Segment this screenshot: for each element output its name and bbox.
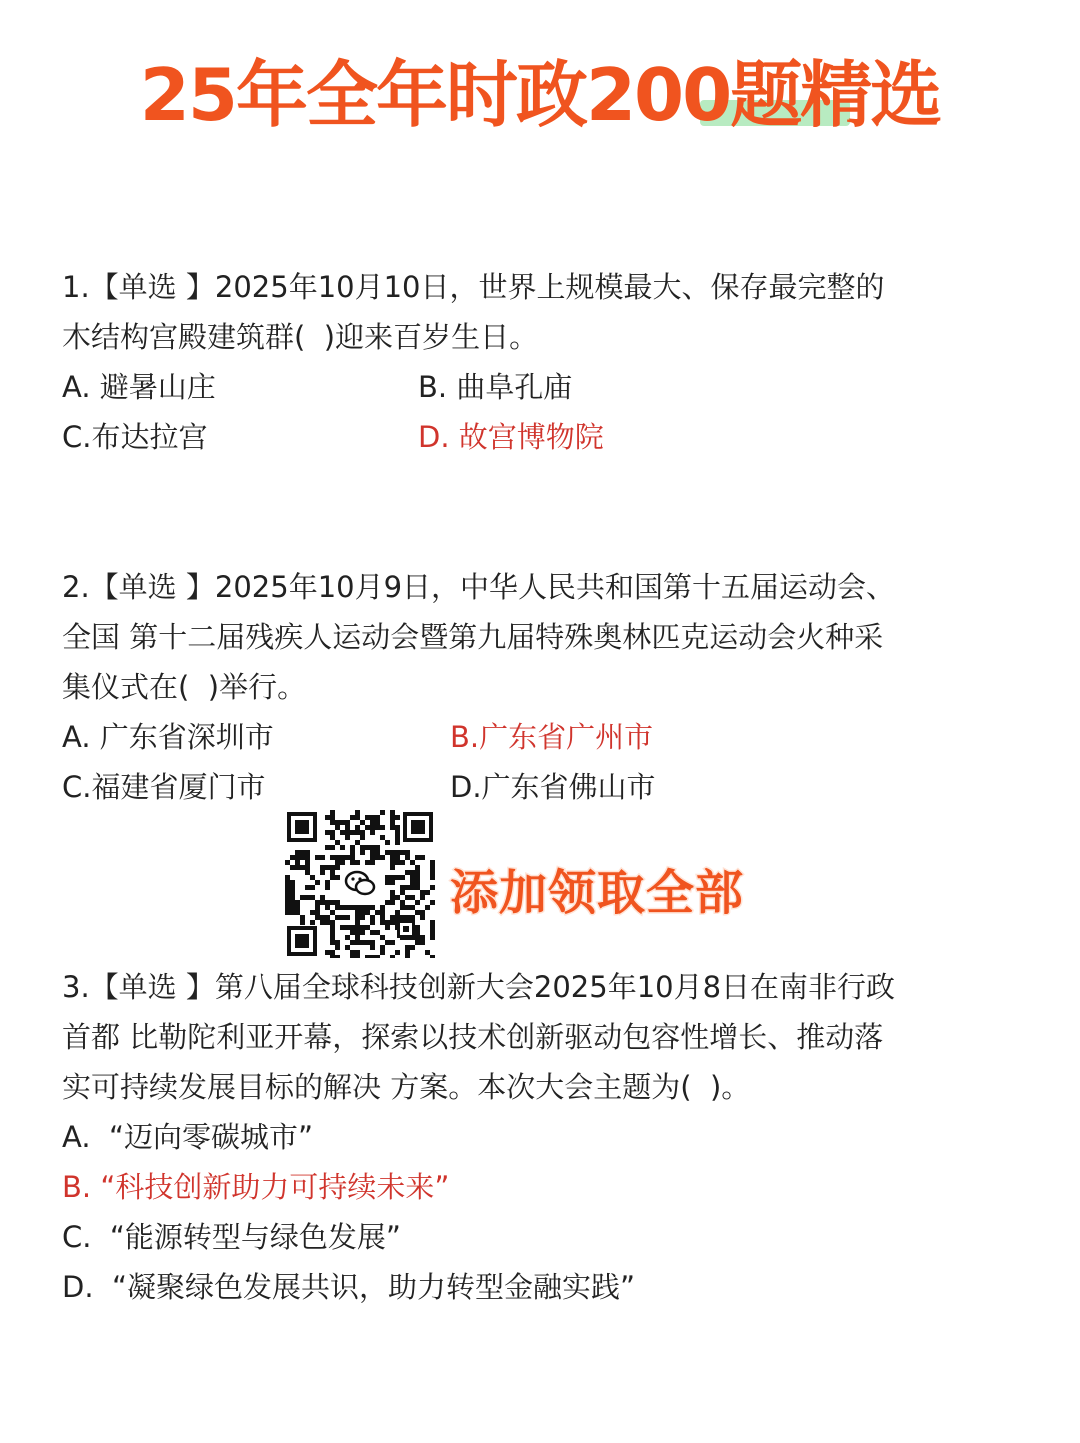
page-title-text: 25年全年时政200题精选 — [139, 53, 941, 137]
page-title — [140, 50, 941, 140]
question-1-options-row-1 — [62, 362, 1022, 412]
question-1 — [62, 262, 1022, 462]
question-1-options-row-2 — [62, 412, 1022, 462]
wechat-icon — [343, 866, 377, 900]
question-2-option-a: A. 广东省深圳市 — [62, 720, 274, 754]
promo-banner — [285, 810, 785, 958]
question-1-option-a: A. 避暑山庄 — [62, 370, 216, 404]
question-2-text: 2.【单选 】2025年10月9日，中华人民共和国第十五届运动会、 全国 第十二届残疾人运动会暨第九届特殊奥林匹克运动会火种采 集仪式在( )举行。 — [62, 570, 896, 704]
question-3-option-a: A. “迈向零碳城市” — [62, 1120, 314, 1154]
question-3-option-c: C. “能源转型与绿色发展” — [62, 1220, 401, 1254]
question-1-text: 1.【单选 】2025年10月10日，世界上规模最大、保存最完整的 木结构宫殿建筑群( )迎来百岁生日。 — [62, 270, 885, 354]
question-2-option-c: C.福建省厦门市 — [62, 770, 266, 804]
question-2 — [62, 562, 1022, 812]
question-3-option-d: D. “凝聚绿色发展共识，助力转型金融实践” — [62, 1270, 636, 1304]
title-container — [0, 50, 1080, 140]
question-1-option-b: B. 曲阜孔庙 — [418, 370, 573, 404]
question-3-text: 3.【单选 】第八届全球科技创新大会2025年10月8日在南非行政 首都 比勒陀利亚开幕，探索以技术创新驱动包容性增长、推动落 实可持续发展目标的解决 方案。本次大会主题为( )。 — [62, 970, 896, 1104]
question-1-option-d-correct: D. 故宫博物院 — [418, 420, 604, 454]
question-2-options-row-1 — [62, 712, 1022, 762]
question-2-option-d: D.广东省佛山市 — [450, 770, 656, 804]
promo-text[interactable]: 添加领取全部 — [450, 865, 745, 921]
question-3 — [62, 962, 1022, 1312]
question-3-option-b-correct: B. “科技创新助力可持续未来” — [62, 1170, 450, 1204]
question-2-option-b-correct: B.广东省广州市 — [450, 720, 654, 754]
qr-code-icon[interactable] — [285, 810, 435, 958]
question-2-options-row-2 — [62, 762, 1022, 812]
question-1-option-c: C.布达拉宫 — [62, 420, 208, 454]
